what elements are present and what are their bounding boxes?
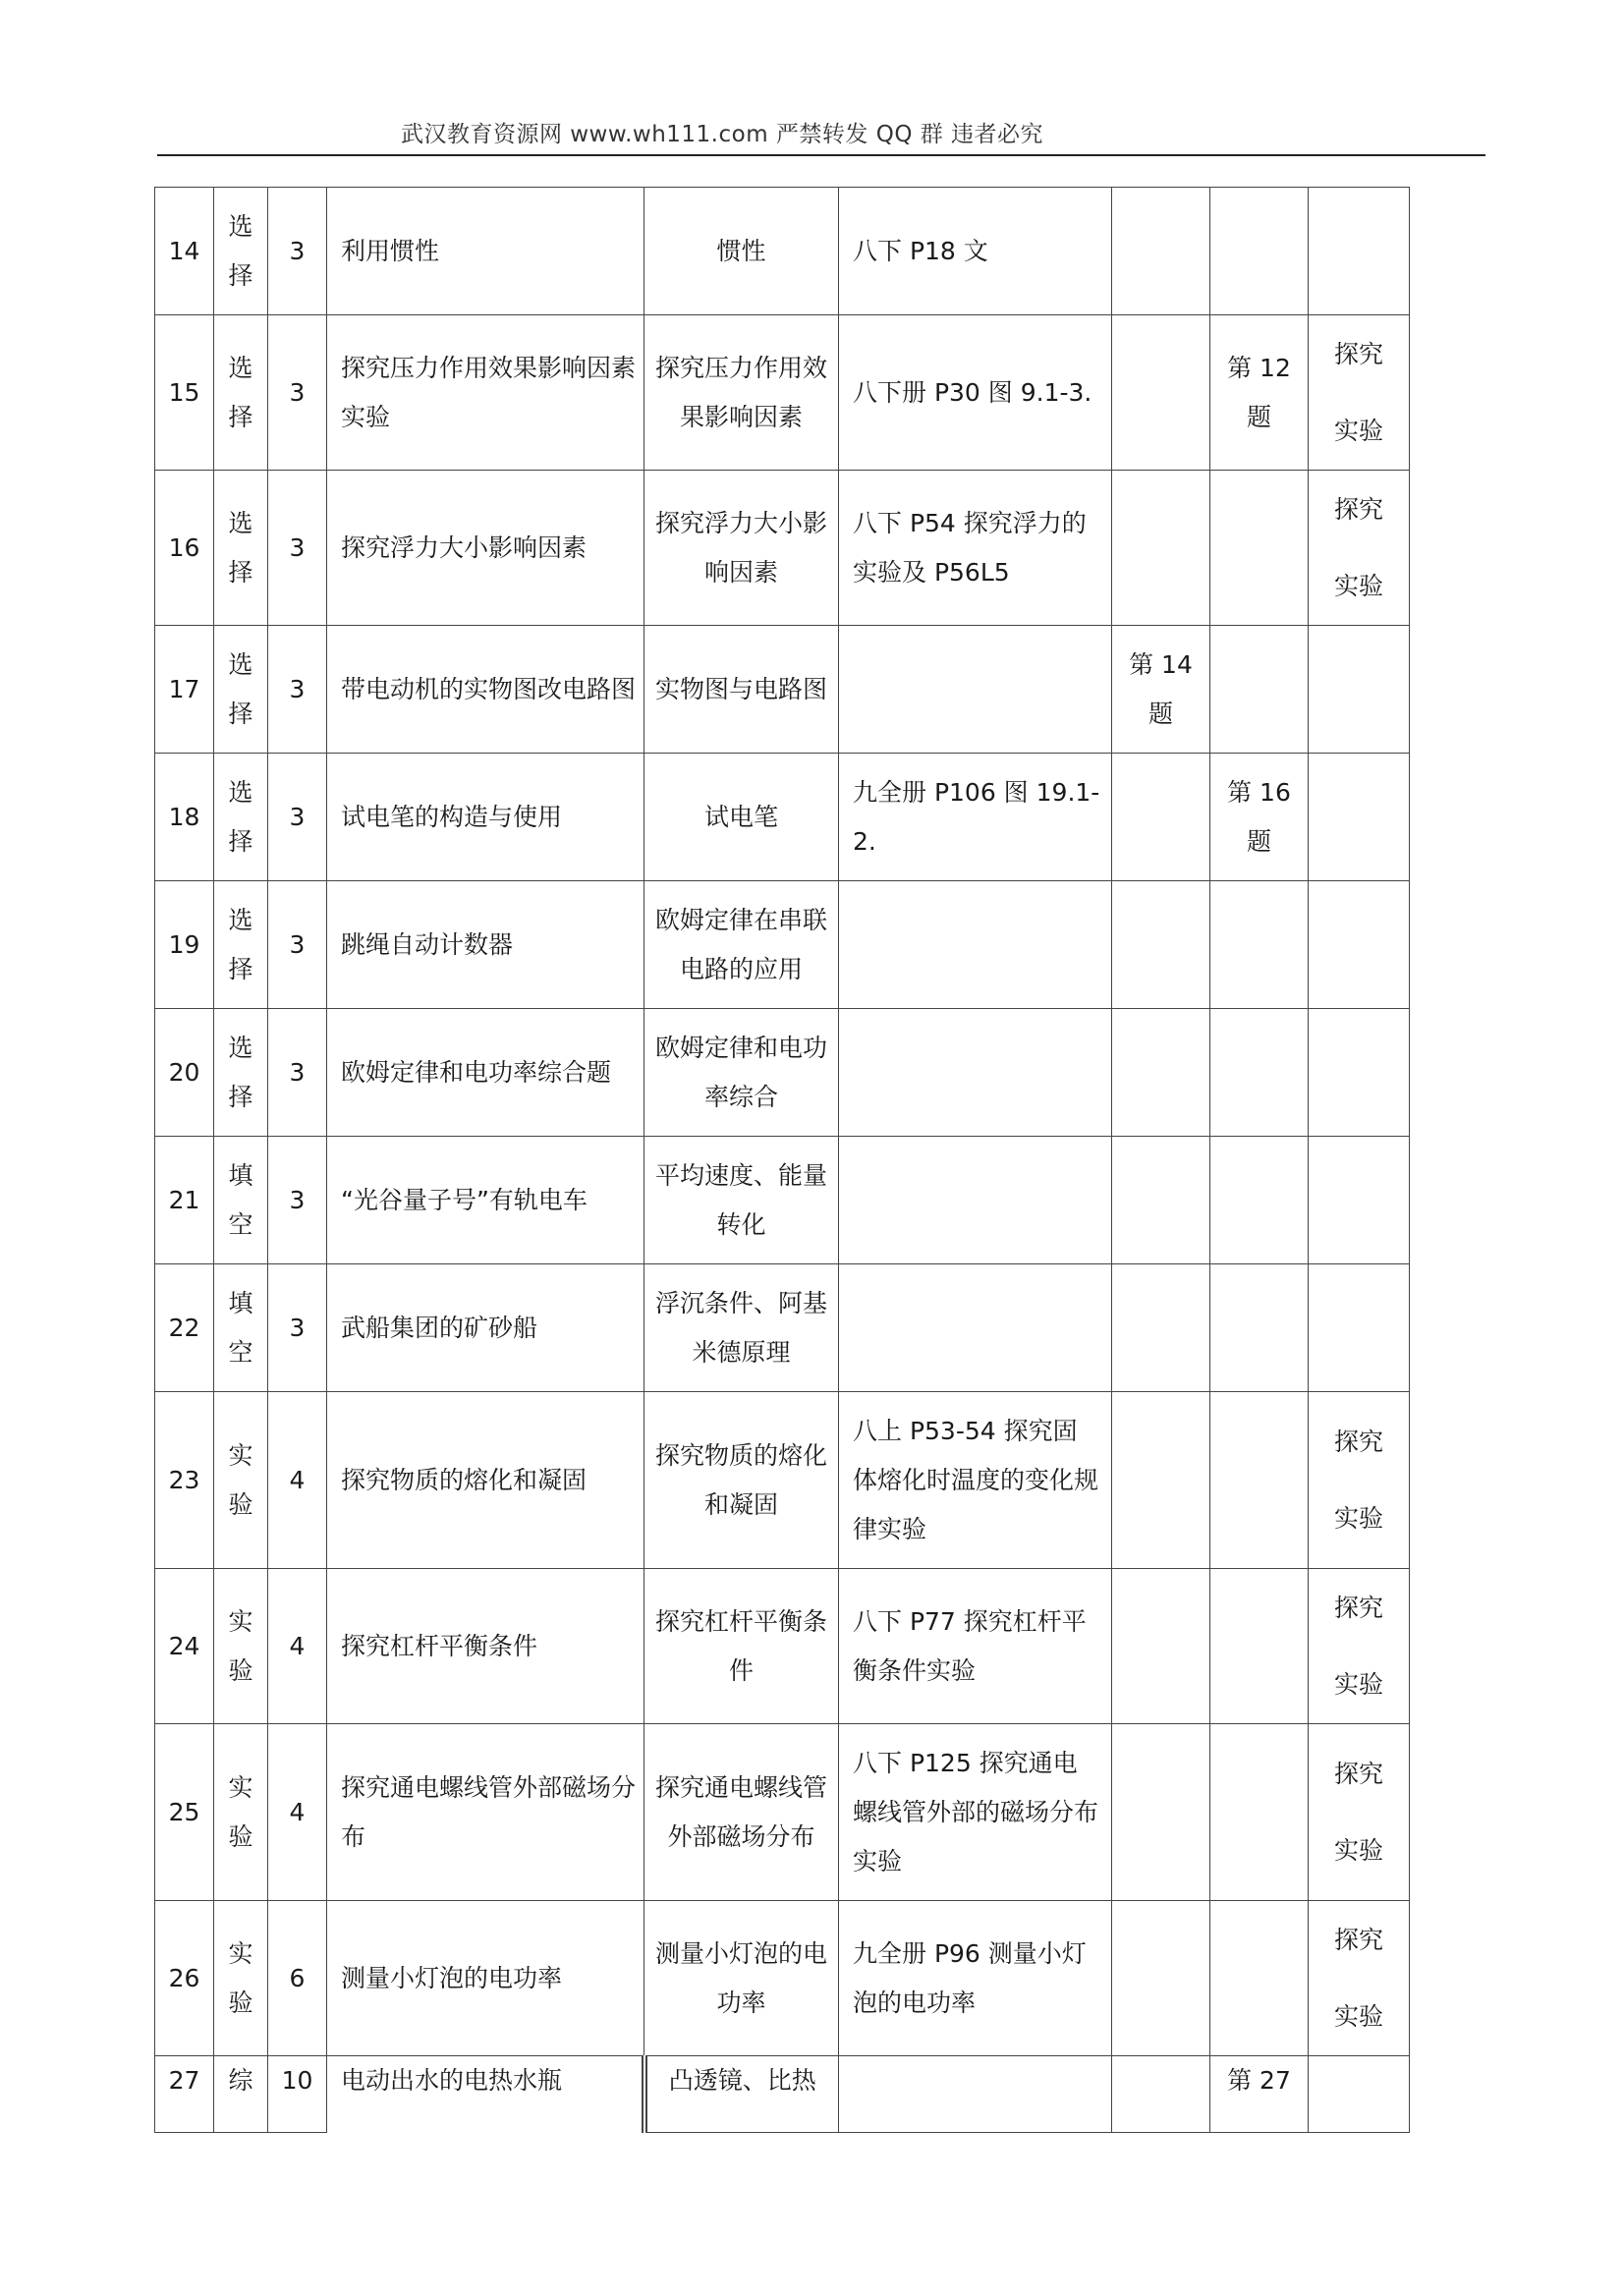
prior-exam-cell-2 <box>1210 626 1309 754</box>
question-type-text: 选择 <box>228 649 253 728</box>
textbook-source-cell: 九全册 P96 测量小灯泡的电功率 <box>839 1901 1112 2056</box>
prior-exam-cell-1: 第 14 题 <box>1112 626 1210 754</box>
question-type-cell <box>214 626 268 754</box>
prior-exam-cell-1 <box>1112 881 1210 1009</box>
table-row <box>155 1392 1410 1569</box>
textbook-source-cell <box>839 881 1112 1009</box>
experiment-tag-cell: 探究实验 <box>1309 471 1410 626</box>
page-header: 武汉教育资源网 www.wh111.com 严禁转发 QQ 群 违者必究 <box>400 122 1044 147</box>
question-number-cell: 14 <box>155 188 214 315</box>
prior-exam-cell-2 <box>1210 471 1309 626</box>
knowledge-point-cell: 探究杠杆平衡条件 <box>644 1569 839 1724</box>
question-type-cell <box>214 471 268 626</box>
prior-exam-cell-2 <box>1210 1901 1309 2056</box>
textbook-source-cell <box>839 2056 1112 2133</box>
prior-exam-cell-2: 第 16 题 <box>1210 754 1309 881</box>
question-type-text: 实验 <box>228 1606 253 1685</box>
score-cell: 3 <box>268 471 327 626</box>
prior-exam-cell-2 <box>1210 1392 1309 1569</box>
prior-exam-cell-1 <box>1112 1009 1210 1137</box>
table-row <box>155 2056 1410 2133</box>
topic-cell: 探究压力作用效果影响因素实验 <box>327 315 644 471</box>
textbook-source-cell <box>839 1137 1112 1264</box>
textbook-source-cell: 八下 P18 文 <box>839 188 1112 315</box>
topic-cell: 带电动机的实物图改电路图 <box>327 626 644 754</box>
topic-cell: 探究通电螺线管外部磁场分布 <box>327 1724 644 1901</box>
topic-cell: “光谷量子号”有轨电车 <box>327 1137 644 1264</box>
textbook-source-cell: 八下 P54 探究浮力的实验及 P56L5 <box>839 471 1112 626</box>
prior-exam-cell-1 <box>1112 754 1210 881</box>
textbook-source-cell: 八下 P77 探究杠杆平衡条件实验 <box>839 1569 1112 1724</box>
table-row <box>155 881 1410 1009</box>
prior-exam-cell-1 <box>1112 1392 1210 1569</box>
table-body <box>155 188 1410 2133</box>
question-number-cell: 17 <box>155 626 214 754</box>
experiment-tag-cell <box>1309 881 1410 1009</box>
question-type-text: 选择 <box>228 508 253 587</box>
knowledge-point-cell: 探究压力作用效果影响因素 <box>644 315 839 471</box>
question-type-text: 选择 <box>228 777 253 856</box>
table-row <box>155 626 1410 754</box>
question-type-cell <box>214 315 268 471</box>
table-row <box>155 754 1410 881</box>
knowledge-point-cell: 平均速度、能量转化 <box>644 1137 839 1264</box>
prior-exam-cell-2 <box>1210 1009 1309 1137</box>
knowledge-point-cell: 浮沉条件、阿基米德原理 <box>644 1264 839 1392</box>
score-cell: 3 <box>268 1264 327 1392</box>
question-type-cell <box>214 881 268 1009</box>
table-row <box>155 1724 1410 1901</box>
prior-exam-cell-1 <box>1112 1264 1210 1392</box>
prior-exam-cell-1 <box>1112 188 1210 315</box>
knowledge-point-cell: 探究物质的熔化和凝固 <box>644 1392 839 1569</box>
question-type-text: 填空 <box>228 1288 253 1367</box>
topic-cell: 欧姆定律和电功率综合题 <box>327 1009 644 1137</box>
question-type-cell <box>214 1264 268 1392</box>
topic-cell: 电动出水的电热水瓶 <box>327 2056 644 2133</box>
experiment-tag-cell <box>1309 1009 1410 1137</box>
question-type-text: 选择 <box>228 1033 253 1111</box>
experiment-tag-cell: 探究实验 <box>1309 315 1410 471</box>
experiment-tag-cell: 探究实验 <box>1309 1569 1410 1724</box>
textbook-source-cell <box>839 1009 1112 1137</box>
knowledge-point-cell: 试电笔 <box>644 754 839 881</box>
header-divider <box>157 154 1485 156</box>
question-number-cell: 26 <box>155 1901 214 2056</box>
topic-cell: 探究杠杆平衡条件 <box>327 1569 644 1724</box>
question-type-cell <box>214 754 268 881</box>
topic-cell: 探究浮力大小影响因素 <box>327 471 644 626</box>
textbook-source-cell <box>839 1264 1112 1392</box>
experiment-tag-cell: 探究实验 <box>1309 1392 1410 1569</box>
score-cell: 3 <box>268 754 327 881</box>
score-cell: 6 <box>268 1901 327 2056</box>
question-number-cell: 27 <box>155 2056 214 2133</box>
table-row <box>155 1569 1410 1724</box>
question-type-cell <box>214 188 268 315</box>
topic-cell: 武船集团的矿砂船 <box>327 1264 644 1392</box>
knowledge-point-cell: 探究通电螺线管外部磁场分布 <box>644 1724 839 1901</box>
score-cell: 3 <box>268 881 327 1009</box>
question-type-text: 选择 <box>228 905 253 983</box>
question-type-cell <box>214 1392 268 1569</box>
prior-exam-cell-2 <box>1210 188 1309 315</box>
question-type-text: 选择 <box>228 211 253 290</box>
score-cell: 3 <box>268 626 327 754</box>
knowledge-point-cell: 测量小灯泡的电功率 <box>644 1901 839 2056</box>
table-row <box>155 1264 1410 1392</box>
textbook-source-cell: 八下 P125 探究通电螺线管外部的磁场分布实验 <box>839 1724 1112 1901</box>
question-type-text: 综 <box>228 2066 253 2095</box>
question-number-cell: 22 <box>155 1264 214 1392</box>
score-cell: 4 <box>268 1569 327 1724</box>
knowledge-point-cell: 欧姆定律和电功率综合 <box>644 1009 839 1137</box>
question-number-cell: 23 <box>155 1392 214 1569</box>
prior-exam-cell-1 <box>1112 1137 1210 1264</box>
textbook-source-cell: 八下册 P30 图 9.1-3. <box>839 315 1112 471</box>
topic-cell: 探究物质的熔化和凝固 <box>327 1392 644 1569</box>
prior-exam-cell-1 <box>1112 315 1210 471</box>
question-number-cell: 21 <box>155 1137 214 1264</box>
prior-exam-cell-2 <box>1210 1569 1309 1724</box>
table-row <box>155 1901 1410 2056</box>
topic-cell: 试电笔的构造与使用 <box>327 754 644 881</box>
question-number-cell: 15 <box>155 315 214 471</box>
score-cell: 3 <box>268 1137 327 1264</box>
prior-exam-cell-1 <box>1112 2056 1210 2133</box>
experiment-tag-cell: 探究实验 <box>1309 1901 1410 2056</box>
prior-exam-cell-2 <box>1210 1724 1309 1901</box>
topic-cell: 跳绳自动计数器 <box>327 881 644 1009</box>
score-cell: 10 <box>268 2056 327 2133</box>
experiment-tag-cell <box>1309 626 1410 754</box>
experiment-tag-cell <box>1309 188 1410 315</box>
table-row <box>155 1137 1410 1264</box>
exam-analysis-table <box>154 187 1410 2133</box>
knowledge-point-cell: 欧姆定律在串联电路的应用 <box>644 881 839 1009</box>
table-row <box>155 471 1410 626</box>
knowledge-point-cell: 实物图与电路图 <box>644 626 839 754</box>
prior-exam-cell-2 <box>1210 881 1309 1009</box>
knowledge-point-cell: 探究浮力大小影响因素 <box>644 471 839 626</box>
knowledge-point-cell: 凸透镜、比热 <box>644 2056 839 2133</box>
table-row <box>155 188 1410 315</box>
question-type-text: 选择 <box>228 353 253 431</box>
table-row <box>155 1009 1410 1137</box>
topic-cell: 测量小灯泡的电功率 <box>327 1901 644 2056</box>
prior-exam-cell-2: 第 12 题 <box>1210 315 1309 471</box>
question-number-cell: 20 <box>155 1009 214 1137</box>
question-type-cell <box>214 1724 268 1901</box>
table-row <box>155 315 1410 471</box>
experiment-tag-cell <box>1309 1137 1410 1264</box>
prior-exam-cell-1 <box>1112 1569 1210 1724</box>
textbook-source-cell: 八上 P53-54 探究固体熔化时温度的变化规律实验 <box>839 1392 1112 1569</box>
question-type-cell <box>214 1901 268 2056</box>
question-number-cell: 19 <box>155 881 214 1009</box>
prior-exam-cell-2 <box>1210 1264 1309 1392</box>
question-number-cell: 18 <box>155 754 214 881</box>
knowledge-point-cell: 惯性 <box>644 188 839 315</box>
question-type-text: 实验 <box>228 1938 253 2017</box>
score-cell: 4 <box>268 1392 327 1569</box>
experiment-tag-cell <box>1309 2056 1410 2133</box>
question-type-cell <box>214 1009 268 1137</box>
question-number-cell: 25 <box>155 1724 214 1901</box>
score-cell: 3 <box>268 188 327 315</box>
experiment-tag-cell <box>1309 1264 1410 1392</box>
question-type-cell <box>214 2056 268 2133</box>
score-cell: 3 <box>268 315 327 471</box>
question-type-text: 实验 <box>228 1772 253 1851</box>
score-cell: 3 <box>268 1009 327 1137</box>
question-number-cell: 16 <box>155 471 214 626</box>
prior-exam-cell-1 <box>1112 471 1210 626</box>
question-type-text: 填空 <box>228 1160 253 1239</box>
topic-cell: 利用惯性 <box>327 188 644 315</box>
prior-exam-cell-1 <box>1112 1724 1210 1901</box>
score-cell: 4 <box>268 1724 327 1901</box>
textbook-source-cell: 九全册 P106 图 19.1-2. <box>839 754 1112 881</box>
experiment-tag-cell: 探究实验 <box>1309 1724 1410 1901</box>
question-type-cell <box>214 1569 268 1724</box>
textbook-source-cell <box>839 626 1112 754</box>
experiment-tag-cell <box>1309 754 1410 881</box>
question-type-cell <box>214 1137 268 1264</box>
question-number-cell: 24 <box>155 1569 214 1724</box>
prior-exam-cell-1 <box>1112 1901 1210 2056</box>
prior-exam-cell-2 <box>1210 1137 1309 1264</box>
question-type-text: 实验 <box>228 1440 253 1519</box>
prior-exam-cell-2: 第 27 <box>1210 2056 1309 2133</box>
